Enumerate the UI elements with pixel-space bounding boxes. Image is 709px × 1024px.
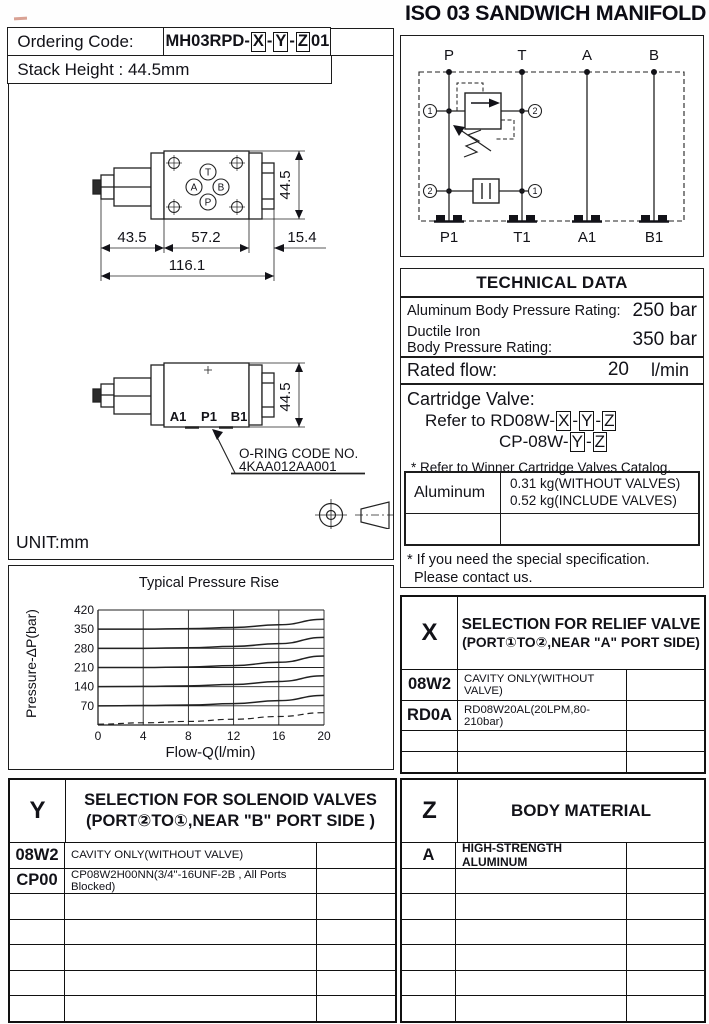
adjustment-arrow — [453, 125, 465, 136]
iron-label-line1: Ductile Iron — [407, 323, 481, 340]
table-row — [10, 894, 395, 920]
row-desc-cell — [65, 971, 316, 996]
row-code-cell — [10, 996, 65, 1021]
table-row — [402, 945, 704, 971]
dim-43-5: 43.5 — [117, 229, 147, 246]
x-table-body — [402, 670, 704, 772]
row-desc-cell — [456, 971, 626, 996]
table-row — [10, 843, 395, 869]
page-title: ISO 03 SANDWICH MANIFOLD — [405, 1, 706, 25]
port-b1-label: B1 — [230, 409, 248, 424]
row-extra-cell — [626, 869, 704, 894]
x-table-title-line2: (PORT①TO②,NEAR "A" PORT SIDE) — [462, 635, 700, 651]
dim-height-side: 44.5 — [277, 382, 294, 412]
schematic-port-b1: B1 — [644, 229, 664, 246]
code-letter-box: X — [558, 411, 570, 431]
cartridge-ref-2: CP-08W- Y - Z — [499, 432, 605, 452]
row-extra-cell — [626, 731, 704, 751]
top-view-drawing — [93, 151, 326, 281]
table-row — [402, 752, 704, 772]
row-extra-cell — [316, 894, 395, 919]
technical-data-panel — [400, 268, 704, 588]
row-code-cell — [402, 945, 456, 970]
table-row — [402, 971, 704, 997]
row-extra-cell — [626, 945, 704, 970]
plug-port-1: 1 — [532, 186, 538, 196]
port-t-label: T — [204, 167, 212, 179]
pressure-rise-chart — [9, 566, 393, 766]
row-code-cell — [402, 920, 456, 945]
dim-116-1: 116.1 — [168, 257, 206, 274]
aluminum-pressure-value: 250 bar — [632, 299, 697, 321]
iron-label-line2: Body Pressure Rating: — [407, 339, 553, 356]
unit-label: UNIT:mm — [16, 532, 89, 552]
cartridge-valve-title: Cartridge Valve: — [407, 389, 535, 410]
schematic-port-p: P — [443, 47, 455, 64]
row-code-cell: 08W2 — [10, 843, 65, 868]
x-tick-label: 0 — [94, 729, 102, 743]
row-code-cell — [10, 894, 65, 919]
chart-series-curve-4 — [98, 676, 324, 687]
y-tick-label: 210 — [73, 660, 94, 675]
hydraulic-schematic-panel — [400, 35, 704, 257]
weight-row-empty — [406, 513, 698, 544]
row-code-cell — [10, 920, 65, 945]
table-row — [10, 996, 395, 1021]
x-tick-label: 16 — [272, 729, 286, 743]
x-tick-label: 12 — [226, 729, 241, 743]
weight-without-valves: 0.31 kg(WITHOUT VALVES) — [510, 476, 681, 492]
row-desc-cell: CAVITY ONLY(WITHOUT VALVE) — [464, 672, 595, 697]
table-row — [10, 945, 395, 971]
oring-code-line1: O-RING CODE NO. — [239, 446, 359, 461]
dim-15-4: 15.4 — [287, 229, 317, 246]
technical-data-title: TECHNICAL DATA — [401, 269, 703, 298]
y-table-header — [10, 780, 395, 843]
chart-title: Typical Pressure Rise — [138, 575, 280, 591]
row-extra-cell — [626, 996, 704, 1021]
y-tick-label: 280 — [73, 641, 94, 656]
cartridge-valve-section — [401, 385, 703, 476]
row-extra-cell — [316, 945, 395, 970]
x-table-title-line1: SELECTION FOR RELIEF VALVE — [461, 615, 701, 633]
y-table-body — [10, 843, 395, 1021]
y-table-title-line1: SELECTION FOR SOLENOID VALVES — [84, 791, 377, 810]
weight-table — [404, 471, 700, 546]
row-desc-cell — [458, 752, 626, 772]
row-desc-cell — [456, 920, 626, 945]
stack-height-row: Stack Height : 44.5mm — [7, 55, 332, 84]
z-table-header — [402, 780, 704, 843]
row-code-cell — [402, 731, 458, 751]
code-letter-box: Y — [275, 32, 287, 51]
valve-body-top-view — [164, 151, 249, 219]
weight-material: Aluminum — [406, 473, 501, 513]
x-table-key: X — [402, 597, 458, 669]
schematic-port-p1: P1 — [439, 229, 459, 246]
row-code-cell — [10, 945, 65, 970]
chart-series-curve-5 — [98, 695, 324, 705]
row-code-cell: A — [402, 843, 456, 868]
note-line2: Please contact us. — [414, 569, 533, 586]
z-table-body — [402, 843, 704, 1021]
aluminum-pressure-label: Aluminum Body Pressure Rating: — [407, 302, 621, 319]
table-row — [402, 869, 704, 895]
special-spec-note — [401, 546, 703, 587]
iron-pressure-value: 350 bar — [632, 328, 697, 350]
row-desc-cell — [65, 945, 316, 970]
row-code-cell — [402, 971, 456, 996]
row-code-cell — [402, 894, 456, 919]
row-desc-cell: CP08W2H00NN(3/4"-16UNF-2B , All Ports Blocked) — [71, 868, 287, 893]
rated-flow-label: Rated flow: — [407, 359, 498, 380]
table-row — [10, 869, 395, 895]
plug-symbol — [473, 179, 499, 203]
table-row — [402, 894, 704, 920]
y-table-title-line2: (PORT②TO①,NEAR "B" PORT SIDE ) — [86, 812, 375, 830]
table-row — [402, 920, 704, 946]
row-extra-cell — [316, 920, 395, 945]
port-p-label: P — [204, 197, 212, 209]
adjust-screw-tip — [93, 180, 101, 194]
row-extra-cell — [626, 701, 704, 731]
chart-series-curve-3 — [98, 656, 324, 668]
pressure-rise-chart-panel — [8, 565, 394, 770]
schematic-port-a1: A1 — [577, 229, 597, 246]
row-code-cell: CP00 — [10, 869, 65, 894]
chart-series-curve-1 — [98, 619, 324, 629]
port-a1-label: A1 — [169, 409, 187, 424]
row-desc-cell: RD08W20AL(20LPM,80-210bar) — [464, 703, 590, 728]
row-extra-cell — [626, 920, 704, 945]
x-tick-label: 8 — [185, 729, 192, 743]
code-letter-box: Z — [297, 32, 308, 51]
row-desc-cell — [456, 945, 626, 970]
z-table-key: Z — [402, 780, 458, 842]
y-tick-label: 420 — [73, 603, 94, 617]
row-desc-cell: CAVITY ONLY(WITHOUT VALVE) — [71, 849, 244, 862]
row-extra-cell — [626, 752, 704, 772]
rated-flow-row — [401, 358, 703, 385]
row-extra-cell — [316, 971, 395, 996]
row-code-cell — [402, 752, 458, 772]
row-code-cell — [402, 996, 456, 1021]
code-letter-box: Y — [571, 432, 583, 452]
third-angle-projection-symbol — [361, 502, 389, 529]
table-row — [402, 843, 704, 869]
table-row — [10, 971, 395, 997]
row-extra-cell — [626, 894, 704, 919]
row-desc-cell — [456, 869, 626, 894]
row-desc-cell — [456, 894, 626, 919]
oring-code-line2: 4KAA012AA001 — [239, 459, 337, 474]
row-desc-cell — [65, 920, 316, 945]
schematic-port-a: A — [581, 47, 593, 64]
dim-57-2: 57.2 — [191, 229, 221, 246]
table-row — [402, 996, 704, 1021]
body-material-table — [400, 778, 706, 1023]
row-extra-cell — [626, 971, 704, 996]
y-tick-label: 350 — [73, 622, 94, 637]
y-tick-label: 140 — [73, 679, 94, 694]
port-a-label: A — [190, 182, 198, 194]
table-row — [402, 670, 704, 701]
y-tick-label: 70 — [80, 698, 94, 713]
rated-flow-unit: l/min — [651, 359, 690, 380]
x-table-header — [402, 597, 704, 670]
row-code-cell: 08W2 — [402, 670, 458, 700]
row-code-cell — [10, 971, 65, 996]
row-extra-cell — [316, 996, 395, 1021]
ordering-code-label: Ordering Code: — [7, 27, 163, 56]
solenoid-valve-selection-table — [8, 778, 397, 1023]
chart-y-axis-label: Pressure-ΔP(bar) — [23, 609, 39, 718]
projection-symbols — [315, 499, 393, 529]
y-table-key: Y — [10, 780, 66, 842]
chart-x-axis-label: Flow-Q(l/min) — [165, 744, 256, 761]
port-b-label: B — [217, 182, 225, 194]
relief-valve-selection-table — [400, 595, 706, 774]
ductile-iron-pressure-row — [401, 323, 703, 357]
schematic-port-t: T — [517, 47, 527, 64]
code-letter-box: Z — [594, 432, 605, 452]
x-tick-label: 4 — [139, 729, 147, 743]
port-p1-label: P1 — [201, 409, 217, 424]
row-extra-cell — [626, 670, 704, 700]
hydraulic-schematic — [401, 36, 703, 253]
oring-leader-line — [215, 433, 235, 473]
row-code-cell — [402, 869, 456, 894]
plug-port-2: 2 — [427, 186, 433, 196]
row-desc-cell — [65, 996, 316, 1021]
row-extra-cell — [316, 869, 395, 894]
z-table-title-line1: BODY MATERIAL — [510, 801, 652, 821]
schematic-port-b: B — [648, 47, 660, 64]
row-extra-cell — [626, 843, 704, 868]
row-desc-cell — [458, 731, 626, 751]
table-row — [402, 701, 704, 732]
code-letter-box: Y — [581, 411, 593, 431]
relief-valve-branch — [424, 83, 542, 157]
row-code-cell: RD0A — [402, 701, 458, 731]
note-line1: * If you need the special specification. — [407, 551, 650, 568]
ordering-code-value: MH03RPD- X - Y - Z 01 — [163, 27, 331, 56]
dimension-drawings — [9, 29, 393, 529]
chart-series-curve-2 — [98, 637, 324, 648]
code-letter-box: X — [252, 32, 264, 51]
aluminum-pressure-row — [401, 298, 703, 323]
relief-port-1: 1 — [427, 106, 433, 116]
chart-series-curve-dashed — [98, 713, 324, 725]
x-tick-label: 20 — [317, 729, 331, 743]
relief-valve-symbol — [465, 93, 501, 129]
row-extra-cell — [316, 843, 395, 868]
row-desc-cell — [65, 894, 316, 919]
manifold-envelope — [419, 72, 684, 221]
plug-branch — [424, 179, 542, 203]
cartridge-catalog-note: * Refer to Winner Cartridge Valves Catalog. — [411, 460, 672, 476]
schematic-port-t1: T1 — [513, 229, 531, 246]
weight-include-valves: 0.52 kg(INCLUDE VALVES) — [510, 492, 677, 508]
row-desc-cell: HIGH-STRENGTH ALUMINUM — [462, 841, 562, 870]
table-row — [10, 920, 395, 946]
drawing-panel — [8, 28, 394, 560]
table-row — [402, 731, 704, 752]
cartridge-ref-1: Refer to RD08W- X - Y - Z — [425, 411, 615, 431]
code-letter-box: Z — [604, 411, 615, 431]
scan-artifact — [14, 17, 27, 21]
side-view-drawing — [93, 363, 365, 474]
relief-port-2: 2 — [532, 106, 538, 116]
row-desc-cell — [456, 996, 626, 1021]
weight-row-aluminum — [406, 473, 698, 513]
rated-flow-value: 20 — [607, 359, 629, 381]
dim-height-top: 44.5 — [277, 170, 294, 200]
